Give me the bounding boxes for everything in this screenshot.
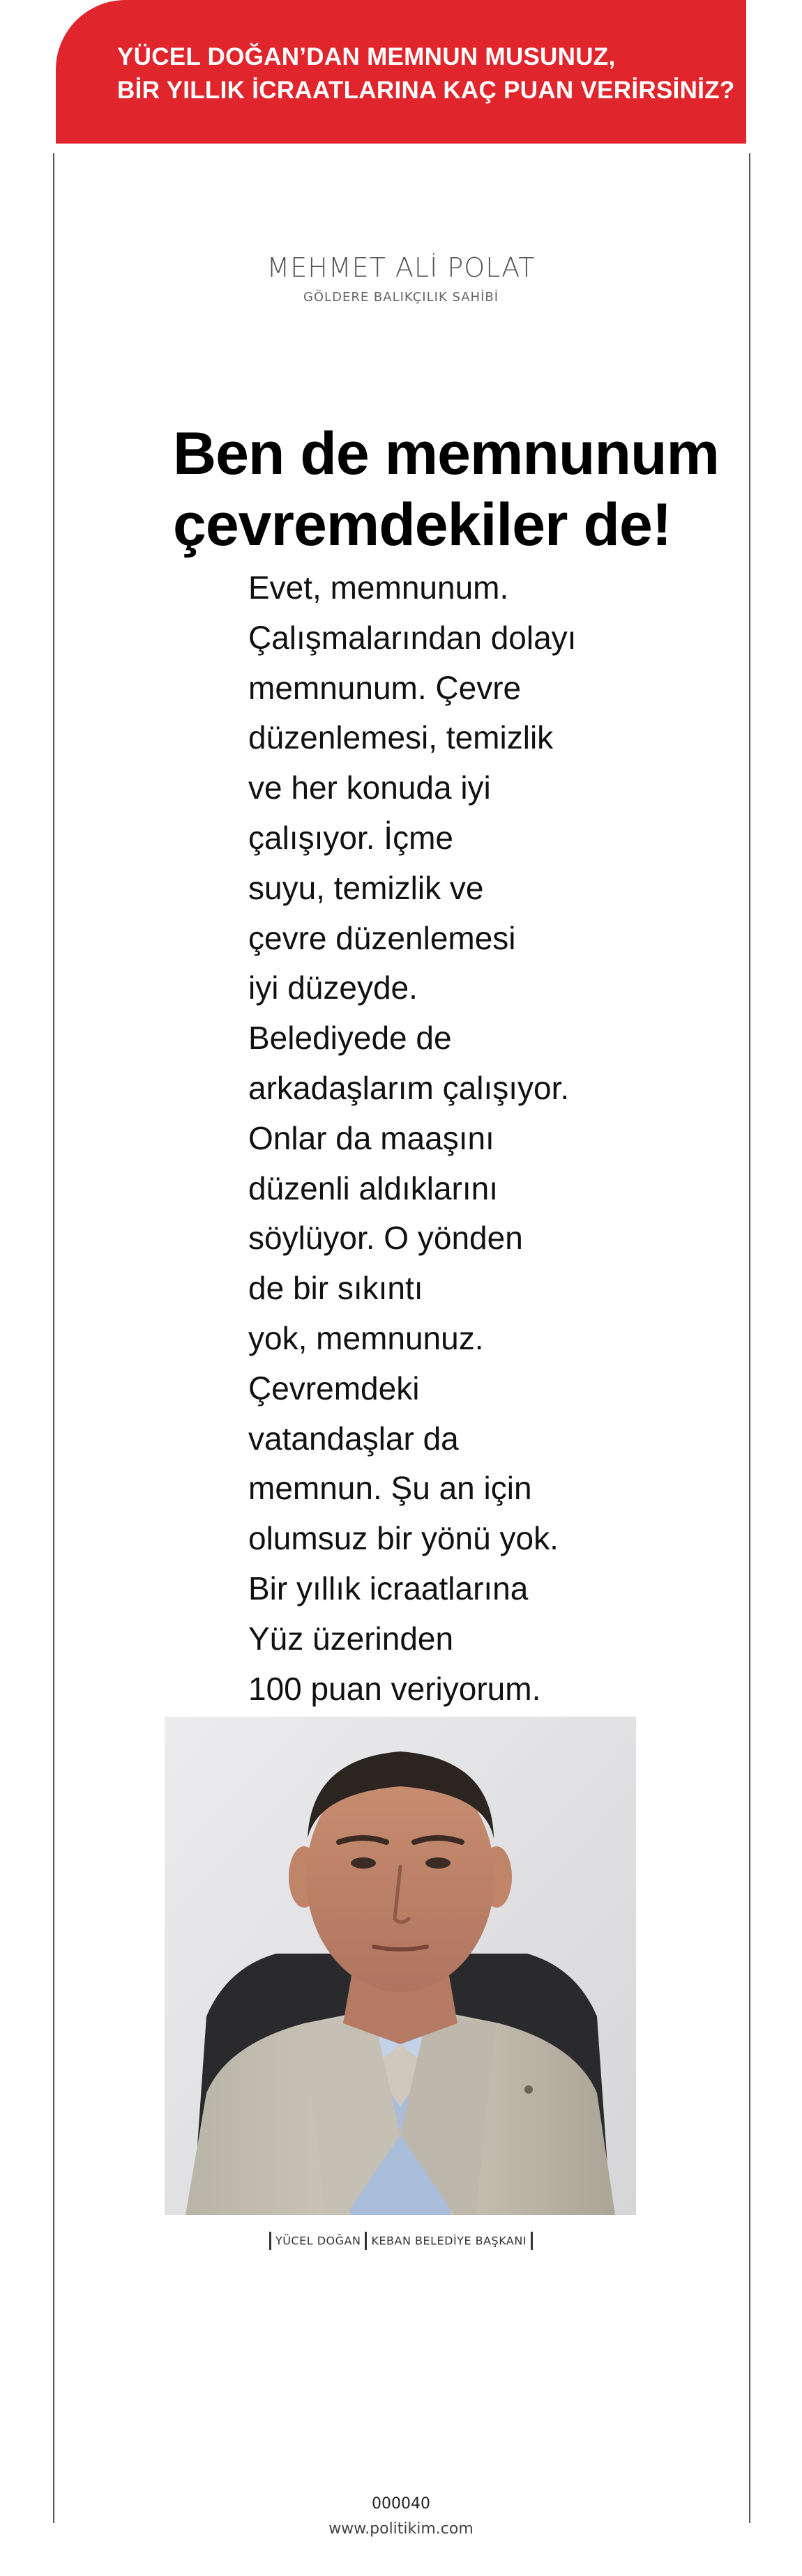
photo-caption xyxy=(0,2232,802,2250)
portrait-photo xyxy=(165,1717,636,2215)
person-title: GÖLDERE BALIKÇILIK SAHİBİ xyxy=(303,290,499,305)
body-line: yok, memnunuz. xyxy=(248,1319,484,1356)
body-line: vatandaşlar da xyxy=(248,1420,459,1457)
body-line: söylüyor. O yönden xyxy=(248,1220,523,1257)
body-line: düzenlemesi, temizlik xyxy=(248,719,554,756)
caption-divider xyxy=(269,2232,271,2250)
left-border-line xyxy=(53,153,54,2523)
headline-line-1: Ben de memnunum xyxy=(173,420,719,487)
caption-name: YÜCEL DOĞAN xyxy=(275,2234,361,2248)
caption-divider xyxy=(531,2232,533,2250)
body-line: çalışıyor. İçme xyxy=(248,819,453,856)
headline xyxy=(173,418,731,560)
body-line: ve her konuda iyi xyxy=(248,769,491,806)
article-body xyxy=(248,563,639,1714)
body-line: Onlar da maaşını xyxy=(248,1119,494,1156)
body-line: Evet, memnunum. xyxy=(248,569,509,606)
banner-question xyxy=(117,40,738,107)
body-line: arkadaşlarım çalışıyor. xyxy=(248,1069,570,1106)
body-line: de bir sıkıntı xyxy=(248,1270,423,1307)
body-line: Bir yıllık icraatlarına xyxy=(248,1570,529,1607)
body-line: 100 puan veriyorum. xyxy=(248,1670,541,1707)
body-line: çevre düzenlemesi xyxy=(248,919,516,956)
website-url: www.politikim.com xyxy=(328,2520,474,2538)
body-line: Belediyede de xyxy=(248,1020,452,1057)
body-line: suyu, temizlik ve xyxy=(248,869,484,906)
caption-role: KEBAN BELEDİYE BAŞKANI xyxy=(371,2234,527,2248)
body-line: iyi düzeyde. xyxy=(248,969,418,1006)
body-line: Yüz üzerinden xyxy=(248,1620,454,1657)
caption-divider xyxy=(365,2232,367,2250)
body-line: memnun. Şu an için xyxy=(248,1470,532,1507)
body-line: memnunum. Çevre xyxy=(248,669,522,706)
right-border-line xyxy=(749,153,750,2523)
body-line: Çevremdeki xyxy=(248,1370,420,1406)
body-line: Çalışmalarından dolayı xyxy=(248,619,577,656)
body-line: olumsuz bir yönü yok. xyxy=(248,1520,559,1557)
header-banner xyxy=(56,0,746,144)
portrait-illustration xyxy=(165,1717,636,2215)
page-number: 000040 xyxy=(372,2495,430,2513)
banner-line-2: BİR YILLIK İCRAATLARINA KAÇ PUAN VERİRSİNİZ? xyxy=(117,77,735,104)
person-name: MEHMET ALİ POLAT xyxy=(266,252,536,283)
body-line: düzenli aldıklarını xyxy=(248,1170,498,1206)
banner-line-1: YÜCEL DOĞAN’DAN MEMNUN MUSUNUZ, xyxy=(117,43,616,70)
headline-line-2: çevremdekiler de! xyxy=(173,491,672,558)
